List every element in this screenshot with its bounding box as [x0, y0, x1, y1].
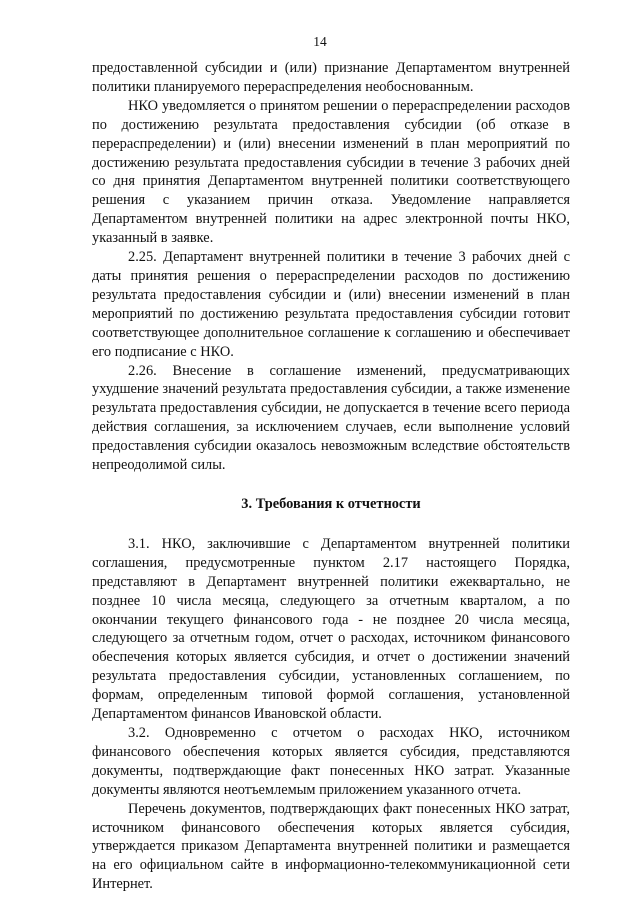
paragraph-3-1: 3.1. НКО, заключившие с Департаментом внутренней политики соглашения, предусмотренные пунктом 2.17 настоящего Порядка, представляют в Департамент внутренней политики ежеквартально, не позднее 10 числа месяца, следующего за отчетным кварталом, а по окончании текущего финансового года - не позднее 20 числа месяца, следующего за отчетным годом, отчет о расходах, источником финансового обеспечения которых является субсидия, и отчет о достижении значений результата предоставления субсидии, установленных соглашением, по формам, определенным типовой формой соглашения, установленной Департаментом финансов Ивановской области.	[92, 535, 570, 723]
paragraph-2-26: 2.26. Внесение в соглашение изменений, предусматривающих ухудшение значений результата предоставления субсидии, а также изменение результата предоставления субсидии, не допускается в течение всего периода действия соглашения, за исключением случаев, если выполнение условий предоставления субсидии оказалось невозможным вследствие обстоятельств непреодолимой силы.	[92, 362, 570, 474]
paragraph-continuation: предоставленной субсидии и (или) признание Департаментом внутренней политики планируемого перераспределения необоснованным.	[92, 60, 570, 95]
paragraph-documents-list: Перечень документов, подтверждающих факт понесенных НКО затрат, источником финансового обеспечения которых является субсидия, утверждается приказом Департамента внутренней политики и размещается на его официальном сайте в информационно-телекоммуникационной сети Интернет.	[92, 800, 570, 893]
paragraph-2-25: 2.25. Департамент внутренней политики в течение 3 рабочих дней с даты принятия решения о перераспределении расходов по достижению результата предоставления субсидии и (или) внесении изменений в план мероприятий по достижению результата предоставления субсидии готовит соответствующее дополнительное соглашение к соглашению и обеспечивает его подписание с НКО.	[92, 249, 570, 360]
paragraph-notification: НКО уведомляется о принятом решении о перераспределении расходов по достижению результата предоставления субсидии (об отказе в перераспределении) и (или) внесении изменений в план мероприятий по достижению результата предоставления субсидии в течение 3 рабочих дней со дня принятия Департаментом внутренней политики соответствующего решения с указанием причин отказа. Уведомление направляется Департаментом внутренней политики на адрес электронной почты НКО, указанный в заявке.	[92, 97, 570, 247]
document-body	[92, 59, 570, 894]
paragraph-3-2: 3.2. Одновременно с отчетом о расходах НКО, источником финансового обеспечения которых является субсидия, представляются документы, подтверждающие факт понесенных НКО затрат. Указанные документы являются неотъемлемым приложением указанного отчета.	[92, 725, 570, 798]
section-heading: 3. Требования к отчетности	[241, 495, 421, 512]
page-number: 14	[313, 34, 327, 49]
